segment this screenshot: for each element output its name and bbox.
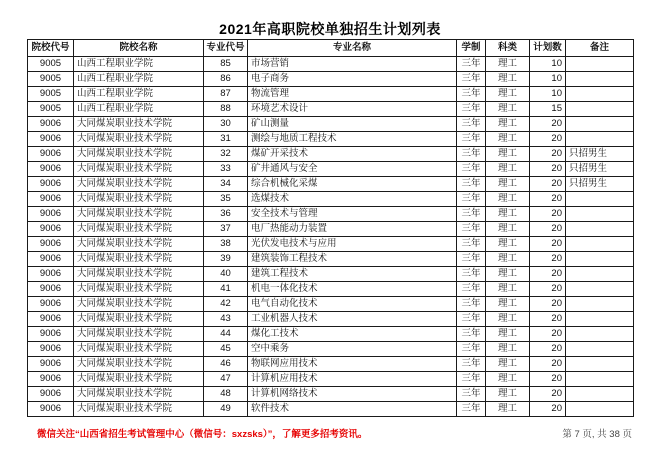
college-name-cell: 大同煤炭职业技术学院 xyxy=(74,162,204,177)
duration-cell: 三年 xyxy=(457,327,486,342)
category-cell: 理工 xyxy=(486,162,530,177)
remark-cell xyxy=(566,342,634,357)
major-code-cell: 42 xyxy=(204,297,248,312)
college-name-cell: 大同煤炭职业技术学院 xyxy=(74,387,204,402)
table-header-cell: 备注 xyxy=(566,40,634,57)
table-row xyxy=(28,237,634,252)
category-cell: 理工 xyxy=(486,102,530,117)
major-code-cell: 32 xyxy=(204,147,248,162)
college-name-cell: 大同煤炭职业技术学院 xyxy=(74,402,204,417)
remark-cell xyxy=(566,87,634,102)
college-code-cell: 9006 xyxy=(28,237,74,252)
college-name-cell: 大同煤炭职业技术学院 xyxy=(74,327,204,342)
college-code-cell: 9006 xyxy=(28,357,74,372)
duration-cell: 三年 xyxy=(457,267,486,282)
college-code-cell: 9006 xyxy=(28,162,74,177)
table-header xyxy=(28,40,634,57)
category-cell: 理工 xyxy=(486,342,530,357)
duration-cell: 三年 xyxy=(457,162,486,177)
duration-cell: 三年 xyxy=(457,372,486,387)
remark-cell xyxy=(566,237,634,252)
duration-cell: 三年 xyxy=(457,312,486,327)
remark-cell: 只招男生 xyxy=(566,162,634,177)
plan-count-cell: 20 xyxy=(530,132,566,147)
category-cell: 理工 xyxy=(486,402,530,417)
category-cell: 理工 xyxy=(486,252,530,267)
duration-cell: 三年 xyxy=(457,237,486,252)
major-code-cell: 38 xyxy=(204,237,248,252)
college-code-cell: 9005 xyxy=(28,57,74,72)
college-code-cell: 9006 xyxy=(28,312,74,327)
table-row xyxy=(28,312,634,327)
table-row xyxy=(28,252,634,267)
remark-cell xyxy=(566,132,634,147)
major-name-cell: 电厂热能动力装置 xyxy=(248,222,457,237)
college-code-cell: 9006 xyxy=(28,222,74,237)
table-header-cell: 院校代号 xyxy=(28,40,74,57)
duration-cell: 三年 xyxy=(457,132,486,147)
category-cell: 理工 xyxy=(486,147,530,162)
table-header-cell: 科类 xyxy=(486,40,530,57)
major-code-cell: 36 xyxy=(204,207,248,222)
category-cell: 理工 xyxy=(486,282,530,297)
major-name-cell: 煤矿开采技术 xyxy=(248,147,457,162)
plan-count-cell: 20 xyxy=(530,117,566,132)
remark-cell xyxy=(566,282,634,297)
major-code-cell: 87 xyxy=(204,87,248,102)
footer-page-indicator: 第 7 页, 共 38 页 xyxy=(562,429,632,440)
major-code-cell: 35 xyxy=(204,192,248,207)
category-cell: 理工 xyxy=(486,372,530,387)
table-header-row xyxy=(28,40,634,57)
duration-cell: 三年 xyxy=(457,357,486,372)
category-cell: 理工 xyxy=(486,267,530,282)
major-code-cell: 30 xyxy=(204,117,248,132)
major-code-cell: 86 xyxy=(204,72,248,87)
category-cell: 理工 xyxy=(486,57,530,72)
table-row xyxy=(28,402,634,417)
plan-count-cell: 20 xyxy=(530,147,566,162)
category-cell: 理工 xyxy=(486,72,530,87)
table-header-cell: 专业代号 xyxy=(204,40,248,57)
college-code-cell: 9006 xyxy=(28,387,74,402)
major-code-cell: 37 xyxy=(204,222,248,237)
plan-count-cell: 20 xyxy=(530,402,566,417)
table-row xyxy=(28,147,634,162)
college-name-cell: 山西工程职业学院 xyxy=(74,72,204,87)
college-code-cell: 9006 xyxy=(28,267,74,282)
college-name-cell: 大同煤炭职业技术学院 xyxy=(74,357,204,372)
college-name-cell: 山西工程职业学院 xyxy=(74,102,204,117)
duration-cell: 三年 xyxy=(457,192,486,207)
plan-count-cell: 10 xyxy=(530,72,566,87)
college-name-cell: 大同煤炭职业技术学院 xyxy=(74,147,204,162)
plan-count-cell: 20 xyxy=(530,297,566,312)
major-name-cell: 工业机器人技术 xyxy=(248,312,457,327)
duration-cell: 三年 xyxy=(457,177,486,192)
college-name-cell: 山西工程职业学院 xyxy=(74,87,204,102)
major-name-cell: 机电一体化技术 xyxy=(248,282,457,297)
table-row xyxy=(28,327,634,342)
plan-count-cell: 20 xyxy=(530,222,566,237)
plan-count-cell: 20 xyxy=(530,207,566,222)
plan-count-cell: 15 xyxy=(530,102,566,117)
major-code-cell: 40 xyxy=(204,267,248,282)
category-cell: 理工 xyxy=(486,132,530,147)
major-name-cell: 建筑工程技术 xyxy=(248,267,457,282)
major-name-cell: 安全技术与管理 xyxy=(248,207,457,222)
college-code-cell: 9006 xyxy=(28,132,74,147)
major-name-cell: 电气自动化技术 xyxy=(248,297,457,312)
college-code-cell: 9005 xyxy=(28,72,74,87)
major-name-cell: 煤化工技术 xyxy=(248,327,457,342)
plan-count-cell: 20 xyxy=(530,357,566,372)
major-name-cell: 电子商务 xyxy=(248,72,457,87)
college-name-cell: 大同煤炭职业技术学院 xyxy=(74,237,204,252)
college-name-cell: 大同煤炭职业技术学院 xyxy=(74,252,204,267)
table-row xyxy=(28,207,634,222)
remark-cell xyxy=(566,387,634,402)
college-code-cell: 9005 xyxy=(28,87,74,102)
table-row xyxy=(28,357,634,372)
plan-count-cell: 20 xyxy=(530,237,566,252)
duration-cell: 三年 xyxy=(457,117,486,132)
college-code-cell: 9006 xyxy=(28,117,74,132)
duration-cell: 三年 xyxy=(457,102,486,117)
plan-count-cell: 20 xyxy=(530,387,566,402)
remark-cell xyxy=(566,297,634,312)
major-name-cell: 选煤技术 xyxy=(248,192,457,207)
remark-cell xyxy=(566,252,634,267)
enrollment-plan-table xyxy=(27,39,634,417)
remark-cell xyxy=(566,312,634,327)
category-cell: 理工 xyxy=(486,327,530,342)
duration-cell: 三年 xyxy=(457,57,486,72)
college-name-cell: 山西工程职业学院 xyxy=(74,57,204,72)
category-cell: 理工 xyxy=(486,387,530,402)
table-row xyxy=(28,372,634,387)
remark-cell: 只招男生 xyxy=(566,147,634,162)
table-row xyxy=(28,72,634,87)
plan-count-cell: 10 xyxy=(530,57,566,72)
major-code-cell: 47 xyxy=(204,372,248,387)
major-code-cell: 48 xyxy=(204,387,248,402)
remark-cell xyxy=(566,102,634,117)
duration-cell: 三年 xyxy=(457,207,486,222)
college-code-cell: 9005 xyxy=(28,102,74,117)
plan-count-cell: 20 xyxy=(530,192,566,207)
college-code-cell: 9006 xyxy=(28,177,74,192)
major-code-cell: 85 xyxy=(204,57,248,72)
college-name-cell: 大同煤炭职业技术学院 xyxy=(74,207,204,222)
major-name-cell: 计算机网络技术 xyxy=(248,387,457,402)
table-row xyxy=(28,117,634,132)
major-name-cell: 环境艺术设计 xyxy=(248,102,457,117)
major-name-cell: 光伏发电技术与应用 xyxy=(248,237,457,252)
table-header-cell: 院校名称 xyxy=(74,40,204,57)
table-row xyxy=(28,282,634,297)
major-name-cell: 测绘与地质工程技术 xyxy=(248,132,457,147)
table-header-cell: 专业名称 xyxy=(248,40,457,57)
plan-count-cell: 20 xyxy=(530,372,566,387)
major-code-cell: 33 xyxy=(204,162,248,177)
table-row xyxy=(28,57,634,72)
major-name-cell: 计算机应用技术 xyxy=(248,372,457,387)
major-name-cell: 软件技术 xyxy=(248,402,457,417)
category-cell: 理工 xyxy=(486,177,530,192)
major-name-cell: 矿井通风与安全 xyxy=(248,162,457,177)
duration-cell: 三年 xyxy=(457,87,486,102)
college-name-cell: 大同煤炭职业技术学院 xyxy=(74,372,204,387)
table-row xyxy=(28,192,634,207)
major-name-cell: 综合机械化采煤 xyxy=(248,177,457,192)
college-name-cell: 大同煤炭职业技术学院 xyxy=(74,192,204,207)
remark-cell xyxy=(566,267,634,282)
category-cell: 理工 xyxy=(486,207,530,222)
table-header-cell: 学制 xyxy=(457,40,486,57)
plan-count-cell: 20 xyxy=(530,282,566,297)
duration-cell: 三年 xyxy=(457,252,486,267)
remark-cell xyxy=(566,402,634,417)
remark-cell xyxy=(566,372,634,387)
table-row xyxy=(28,222,634,237)
plan-count-cell: 20 xyxy=(530,342,566,357)
major-code-cell: 44 xyxy=(204,327,248,342)
remark-cell xyxy=(566,192,634,207)
table-row xyxy=(28,162,634,177)
remark-cell xyxy=(566,117,634,132)
category-cell: 理工 xyxy=(486,117,530,132)
duration-cell: 三年 xyxy=(457,387,486,402)
major-code-cell: 41 xyxy=(204,282,248,297)
footer-wechat-note: 微信关注“山西省招生考试管理中心（微信号：sxzsks）”，了解更多招考资讯。 xyxy=(37,429,368,440)
category-cell: 理工 xyxy=(486,312,530,327)
category-cell: 理工 xyxy=(486,192,530,207)
remark-cell xyxy=(566,357,634,372)
table-row xyxy=(28,387,634,402)
category-cell: 理工 xyxy=(486,357,530,372)
major-code-cell: 31 xyxy=(204,132,248,147)
plan-count-cell: 10 xyxy=(530,87,566,102)
remark-cell xyxy=(566,222,634,237)
table-row xyxy=(28,102,634,117)
major-code-cell: 34 xyxy=(204,177,248,192)
major-code-cell: 39 xyxy=(204,252,248,267)
remark-cell xyxy=(566,57,634,72)
college-name-cell: 大同煤炭职业技术学院 xyxy=(74,282,204,297)
college-name-cell: 大同煤炭职业技术学院 xyxy=(74,132,204,147)
major-name-cell: 物流管理 xyxy=(248,87,457,102)
major-name-cell: 矿山测量 xyxy=(248,117,457,132)
plan-count-cell: 20 xyxy=(530,162,566,177)
college-name-cell: 大同煤炭职业技术学院 xyxy=(74,312,204,327)
duration-cell: 三年 xyxy=(457,147,486,162)
college-code-cell: 9006 xyxy=(28,147,74,162)
college-code-cell: 9006 xyxy=(28,297,74,312)
major-code-cell: 88 xyxy=(204,102,248,117)
college-name-cell: 大同煤炭职业技术学院 xyxy=(74,222,204,237)
category-cell: 理工 xyxy=(486,237,530,252)
duration-cell: 三年 xyxy=(457,342,486,357)
major-name-cell: 建筑装饰工程技术 xyxy=(248,252,457,267)
category-cell: 理工 xyxy=(486,222,530,237)
major-code-cell: 45 xyxy=(204,342,248,357)
major-name-cell: 空中乘务 xyxy=(248,342,457,357)
remark-cell: 只招男生 xyxy=(566,177,634,192)
category-cell: 理工 xyxy=(486,297,530,312)
college-code-cell: 9006 xyxy=(28,192,74,207)
plan-count-cell: 20 xyxy=(530,327,566,342)
table-row xyxy=(28,132,634,147)
major-code-cell: 43 xyxy=(204,312,248,327)
duration-cell: 三年 xyxy=(457,282,486,297)
college-code-cell: 9006 xyxy=(28,372,74,387)
duration-cell: 三年 xyxy=(457,72,486,87)
table-row xyxy=(28,267,634,282)
college-name-cell: 大同煤炭职业技术学院 xyxy=(74,117,204,132)
table-row xyxy=(28,297,634,312)
remark-cell xyxy=(566,207,634,222)
remark-cell xyxy=(566,72,634,87)
duration-cell: 三年 xyxy=(457,402,486,417)
plan-count-cell: 20 xyxy=(530,267,566,282)
category-cell: 理工 xyxy=(486,87,530,102)
college-name-cell: 大同煤炭职业技术学院 xyxy=(74,177,204,192)
table-row xyxy=(28,342,634,357)
college-code-cell: 9006 xyxy=(28,402,74,417)
table-body xyxy=(28,57,634,417)
college-code-cell: 9006 xyxy=(28,342,74,357)
college-code-cell: 9006 xyxy=(28,207,74,222)
table-header-cell: 计划数 xyxy=(530,40,566,57)
college-name-cell: 大同煤炭职业技术学院 xyxy=(74,297,204,312)
duration-cell: 三年 xyxy=(457,297,486,312)
college-code-cell: 9006 xyxy=(28,327,74,342)
college-name-cell: 大同煤炭职业技术学院 xyxy=(74,267,204,282)
college-code-cell: 9006 xyxy=(28,252,74,267)
plan-count-cell: 20 xyxy=(530,312,566,327)
major-code-cell: 49 xyxy=(204,402,248,417)
plan-count-cell: 20 xyxy=(530,177,566,192)
duration-cell: 三年 xyxy=(457,222,486,237)
table-row xyxy=(28,177,634,192)
college-code-cell: 9006 xyxy=(28,282,74,297)
table-row xyxy=(28,87,634,102)
remark-cell xyxy=(566,327,634,342)
major-code-cell: 46 xyxy=(204,357,248,372)
page-title: 2021年高职院校单独招生计划列表 xyxy=(219,21,441,37)
college-name-cell: 大同煤炭职业技术学院 xyxy=(74,342,204,357)
plan-count-cell: 20 xyxy=(530,252,566,267)
major-name-cell: 物联网应用技术 xyxy=(248,357,457,372)
major-name-cell: 市场营销 xyxy=(248,57,457,72)
